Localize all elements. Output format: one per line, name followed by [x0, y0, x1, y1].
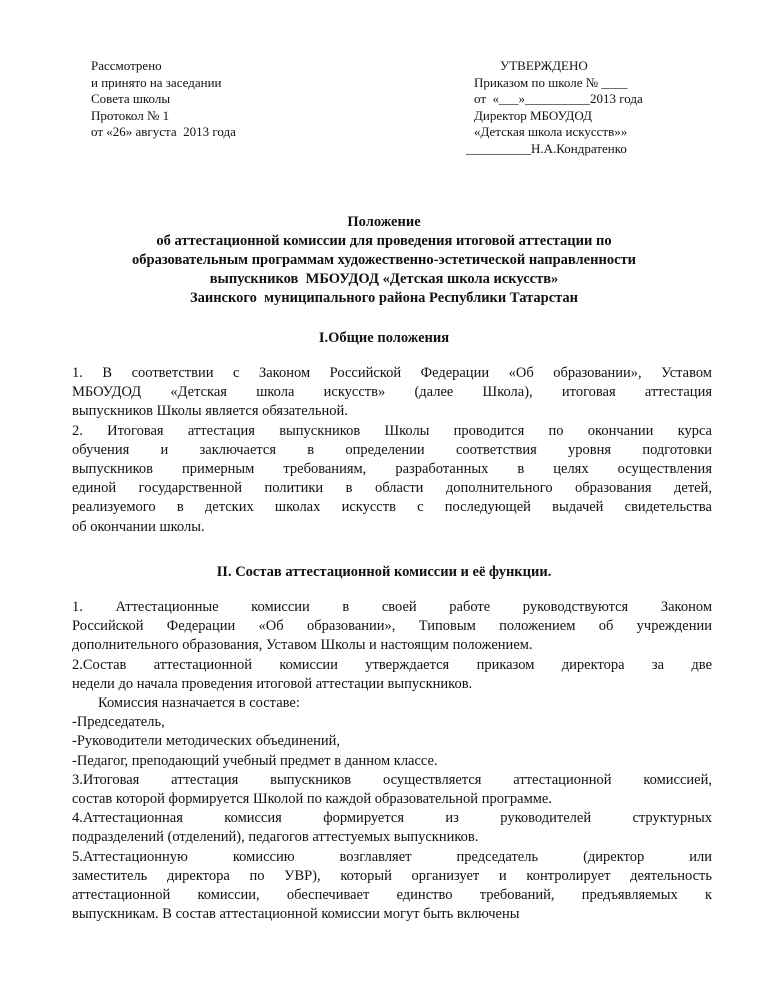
review-line: и принято на заседании — [91, 74, 222, 90]
text-line: подразделений (отделений), педагогов аттестуемых выпускников. — [72, 829, 479, 846]
text-line: заместитель директора по УВР), который организует и контролирует деятельность — [72, 867, 712, 884]
text-line: 1. Аттестационные комиссии в своей работе руководствуются Законом — [72, 599, 712, 615]
title-line: Заинского муниципального района Республики Татарстан — [189, 290, 579, 306]
text-line: 1. В соответствии с Законом Российской Федерации «Об образовании», Уставом — [72, 365, 712, 381]
review-stamp — [91, 58, 236, 141]
text-line: -Педагог, преподающий учебный предмет в данном классе. — [72, 752, 438, 769]
section-1-heading: I.Общие положения — [318, 330, 450, 346]
title-line: Положение — [347, 214, 421, 230]
approved-label: УТВЕРЖДЕНО — [500, 58, 588, 73]
text-line: состав которой формируется Школой по каждой образовательной программе. — [72, 791, 552, 808]
title-line: образовательным программам художественно-эстетической направленности — [132, 252, 636, 268]
review-line: Совета школы — [91, 91, 171, 106]
text-line: выпускников примерным требованиям, разработанных в целях осуществления — [72, 461, 712, 478]
text-line: Комиссия назначается в составе: — [98, 695, 300, 712]
approval-date: от «___»__________2013 года — [474, 91, 643, 106]
text-line: обучения и заключается в определении соответствия уровня подготовки — [72, 441, 712, 458]
approval-signature: __________Н.А.Кондратенко — [466, 140, 627, 156]
text-line: -Председатель, — [72, 714, 165, 731]
text-line: выпускникам. В состав аттестационной комиссии могут быть включены — [72, 906, 520, 923]
text-line: 5.Аттестационную комиссию возглавляет председатель (директор или — [72, 848, 712, 865]
text-line: реализуемого в детских школах искусств с последующей выдачей свидетельства — [72, 499, 712, 516]
approval-stamp — [466, 58, 643, 157]
text-line: 2. Итоговая аттестация выпускников Школы проводится по окончании курса — [72, 422, 712, 439]
section-2-heading: II. Состав аттестационной комиссии и её функции. — [216, 564, 552, 580]
text-line: 4.Аттестационная комиссия формируется из руководителей структурных — [72, 810, 712, 827]
section-1-body — [72, 364, 712, 537]
text-line: аттестационной комиссии, обеспечивает единство требований, предъявляемых к — [72, 887, 712, 904]
approval-director: Директор МБОУДОД — [474, 107, 592, 123]
text-line: недели до начала проведения итоговой аттестации выпускников. — [72, 675, 473, 692]
review-line: от «26» августа 2013 года — [91, 124, 236, 139]
title-line: об аттестационной комиссии для проведения итоговой аттестации по — [156, 233, 612, 249]
approval-school: «Детская школа искусств»» — [474, 124, 628, 139]
text-line: об окончании школы. — [72, 518, 205, 535]
section-2-body — [72, 598, 712, 924]
text-line: 2.Состав аттестационной комиссии утверждается приказом директора за две — [72, 656, 712, 673]
review-line: Рассмотрено — [91, 58, 162, 73]
text-line: -Руководители методических объединений, — [72, 733, 340, 750]
review-line: Протокол № 1 — [91, 107, 170, 123]
text-line: 3.Итоговая аттестация выпускников осуществляется аттестационной комиссией, — [72, 771, 712, 788]
text-line: единой государственной политики в области дополнительного образования детей, — [72, 480, 712, 497]
text-line: МБОУДОД «Детская школа искусств» (далее Школа), итоговая аттестация — [72, 384, 712, 401]
text-line: выпускников Школы является обязательной. — [72, 403, 348, 420]
document-title — [60, 213, 708, 308]
title-line: выпускников МБОУДОД «Детская школа искусств» — [209, 271, 559, 287]
text-line: дополнительного образования, Уставом Школы и настоящим положением. — [72, 637, 533, 654]
approval-order: Приказом по школе № ____ — [474, 74, 628, 90]
text-line: Российской Федерации «Об образовании», Типовым положением об учреждении — [72, 618, 712, 635]
